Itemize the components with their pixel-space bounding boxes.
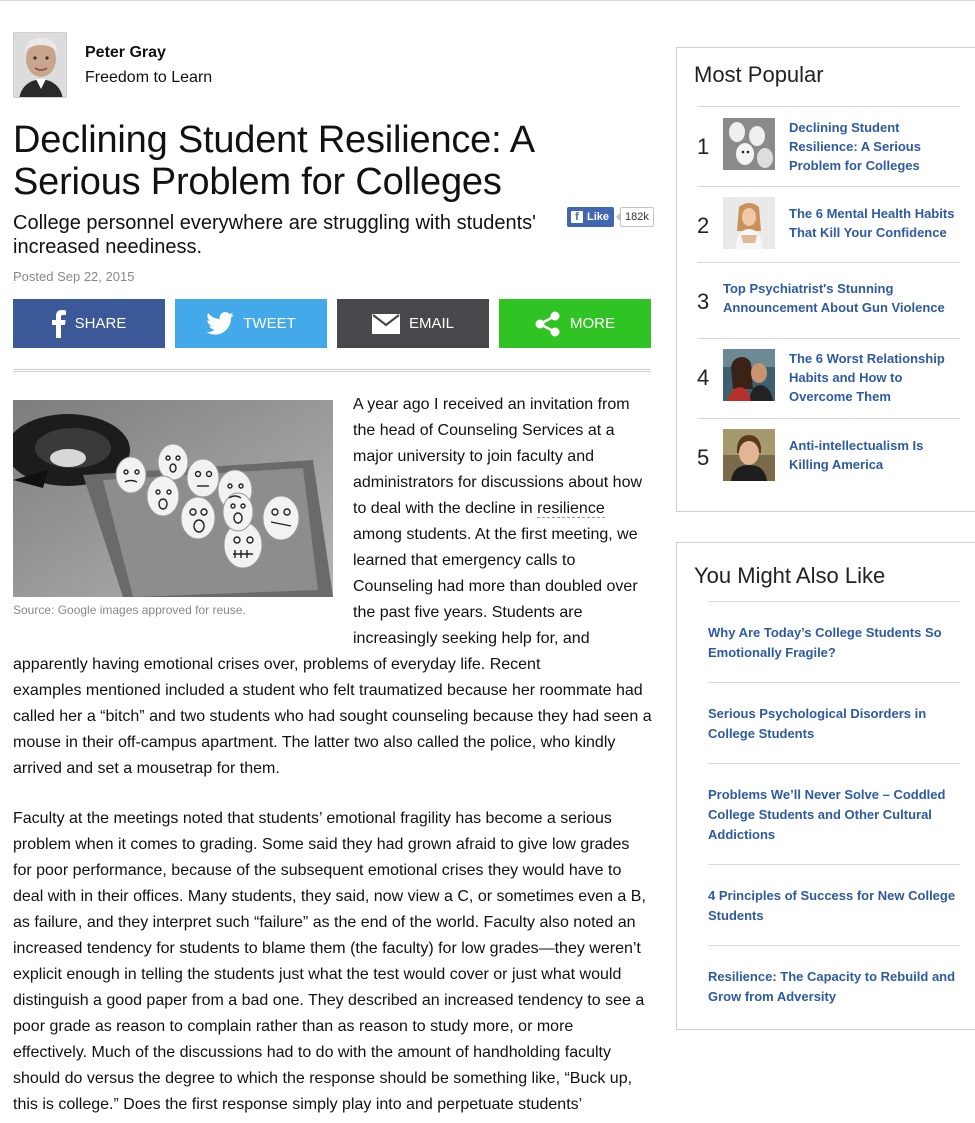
facebook-icon xyxy=(52,310,66,338)
article-title xyxy=(13,119,633,203)
text-line: increasingly seeking help for, and xyxy=(353,630,590,647)
tweet-label: TWEET xyxy=(243,315,296,332)
share-label: SHARE xyxy=(74,315,127,332)
resilience-link[interactable]: resilience xyxy=(537,500,605,517)
title-line: Serious Problem for Colleges xyxy=(13,161,502,203)
link-line: Problem for Colleges xyxy=(789,158,920,173)
link-line: Emotionally Fragile? xyxy=(708,645,836,660)
author-avatar[interactable] xyxy=(13,32,67,98)
link-line: Why Are Today’s College Students So xyxy=(708,625,942,640)
popular-item[interactable] xyxy=(697,106,960,186)
link-line: Serious Psychological Disorders in xyxy=(708,706,927,721)
popular-item[interactable] xyxy=(697,338,960,418)
author-name[interactable]: Peter Gray xyxy=(85,44,166,61)
popular-rank: 5 xyxy=(697,445,710,470)
also-like-link[interactable] xyxy=(708,886,955,926)
popular-link[interactable] xyxy=(789,349,945,406)
share-more-button[interactable] xyxy=(499,299,651,348)
link-line: College Students xyxy=(708,726,815,741)
text-line: Counseling had more than doubled over xyxy=(353,578,638,595)
section-divider xyxy=(13,369,651,372)
text-line: the past five years. Students are xyxy=(353,604,583,621)
link-line: Announcement About Gun Violence xyxy=(723,300,945,315)
also-like-item[interactable] xyxy=(708,763,960,864)
more-label: MORE xyxy=(570,315,615,332)
text-line: deal with in their offices. Many students, they said, now view a C, or sometimes even a B, xyxy=(13,888,646,905)
text-line: learned that emergency calls to xyxy=(353,552,576,569)
text-line: apparently having emotional crises over, problems of everyday life. Recent xyxy=(13,656,541,673)
share-twitter-button[interactable] xyxy=(175,299,327,348)
text-line: should do versus the degree to which the response should be something like, “Buck up, xyxy=(13,1070,633,1087)
text-line: A year ago I received an invitation from xyxy=(353,396,630,413)
facebook-like-widget xyxy=(567,207,654,227)
popular-rank: 4 xyxy=(697,365,710,390)
text-line: mouse in their off-campus apartment. The latter two also called the police, who kindly xyxy=(13,734,616,751)
also-like-link[interactable] xyxy=(708,967,955,1007)
you-might-also-like-box xyxy=(676,542,975,1030)
link-line: Declining Student xyxy=(789,120,900,135)
facebook-like-label: Like xyxy=(587,211,610,223)
also-like-link[interactable] xyxy=(708,785,945,845)
text-line: effectively. Much of the discussions had to do with the amount of handholding faculty xyxy=(13,1044,611,1061)
popular-link[interactable] xyxy=(789,118,921,175)
article-subtitle xyxy=(13,211,558,259)
facebook-like-count: 182k xyxy=(620,207,654,227)
also-like-link[interactable] xyxy=(708,623,942,663)
link-line: Anti-intellectualism Is xyxy=(789,438,924,453)
popular-thumbnail[interactable] xyxy=(723,349,775,401)
subtitle-line: increased neediness. xyxy=(13,236,203,258)
link-line: College Students and Other Cultural xyxy=(708,807,932,822)
link-line: Grow from Adversity xyxy=(708,989,837,1004)
text-line: the head of Counseling Services at a xyxy=(353,422,615,439)
title-line: Declining Student Resilience: A xyxy=(13,119,535,161)
text-line: this is college.” Does the first response simply play into and perpetuate students’ xyxy=(13,1096,583,1113)
subtitle-line: College personnel everywhere are struggling with students' xyxy=(13,212,536,234)
author-blog-name[interactable]: Freedom to Learn xyxy=(85,69,213,86)
text-line: examples mentioned included a student who felt traumatized because her roommate had xyxy=(13,682,643,699)
text-line: as failure, and they interpret such “failure” as the end of the world. Faculty also noted an xyxy=(13,914,636,931)
popular-link[interactable] xyxy=(789,436,923,474)
text-line: called her a “bitch” and two students who had sought counseling because they had seen a xyxy=(13,708,652,725)
posted-date: Posted Sep 22, 2015 xyxy=(13,269,135,284)
facebook-like-button[interactable] xyxy=(567,207,614,227)
text-line: major university to join faculty and xyxy=(353,448,594,465)
twitter-bird-icon xyxy=(206,312,234,335)
popular-rank: 1 xyxy=(697,134,710,159)
facebook-icon: f xyxy=(571,211,583,223)
text-segment: to deal with the decline in xyxy=(353,500,538,517)
link-line: The 6 Worst Relationship xyxy=(789,351,945,366)
link-line: Resilience: A Serious xyxy=(789,139,921,154)
also-like-item[interactable] xyxy=(708,864,960,945)
most-popular-title: Most Popular xyxy=(694,62,824,87)
link-line: That Kill Your Confidence xyxy=(789,225,947,240)
link-line: Killing America xyxy=(789,457,884,472)
also-like-item[interactable] xyxy=(708,601,960,682)
link-line: Resilience: The Capacity to Rebuild and xyxy=(708,969,956,984)
popular-thumbnail[interactable] xyxy=(723,197,775,249)
link-line: Overcome Them xyxy=(789,389,891,404)
share-facebook-button[interactable] xyxy=(13,299,165,348)
link-line: Habits and How to xyxy=(789,370,903,385)
text-line: increased tendency for students to blame them (the faculty) for low grades—they weren’t xyxy=(13,940,641,957)
link-line: 4 Principles of Success for New College xyxy=(708,888,956,903)
popular-thumbnail[interactable] xyxy=(723,429,775,481)
text-line: among students. At the first meeting, we xyxy=(353,526,638,543)
popular-link[interactable] xyxy=(723,279,945,317)
article-image-eggs xyxy=(13,400,333,597)
article-paragraph-1-wrapped xyxy=(353,392,642,652)
text-line: poor grade as reason to complain rather than as reason to study more, or more xyxy=(13,1018,574,1035)
text-line: for poor performance, because of the subsequent emotional crises they would have to xyxy=(13,862,622,879)
text-line: distinguish a good paper from a bad one. They described an increased tendency to see a xyxy=(13,992,645,1009)
link-line: Top Psychiatrist's Stunning xyxy=(723,281,894,296)
popular-item[interactable] xyxy=(697,186,960,262)
link-line: Problems We’ll Never Solve – Coddled xyxy=(708,787,946,802)
popular-rank: 2 xyxy=(697,213,710,238)
text-line: arrived and set a mousetrap for them. xyxy=(13,760,280,777)
share-email-button[interactable] xyxy=(337,299,489,348)
envelope-icon xyxy=(372,314,400,334)
also-like-title: You Might Also Like xyxy=(694,563,886,588)
also-like-list xyxy=(708,601,960,1029)
share-bar xyxy=(13,299,651,348)
link-line: Addictions xyxy=(708,827,776,842)
share-nodes-icon xyxy=(535,311,561,337)
also-like-item[interactable] xyxy=(708,682,960,763)
most-popular-list xyxy=(697,106,960,498)
email-label: EMAIL xyxy=(408,315,454,332)
popular-link[interactable] xyxy=(789,204,954,242)
also-like-link[interactable] xyxy=(708,704,926,744)
popular-item[interactable] xyxy=(697,418,960,498)
top-border xyxy=(0,0,975,1)
image-caption: Source: Google images approved for reuse. xyxy=(13,603,246,617)
text-line: Faculty at the meetings noted that students’ emotional fragility has become a serious xyxy=(13,810,612,827)
text-line: explicit enough in telling the students just what the test would cover or just what would xyxy=(13,966,622,983)
also-like-item[interactable] xyxy=(708,945,960,1029)
article-paragraph-1-continued xyxy=(13,652,652,782)
popular-rank: 3 xyxy=(697,289,710,314)
popular-thumbnail[interactable] xyxy=(723,118,775,170)
text-line: problem when it comes to grading. Some said they had grown afraid to give low grades xyxy=(13,836,630,853)
most-popular-box xyxy=(676,47,975,512)
link-line: The 6 Mental Health Habits xyxy=(789,206,955,221)
text-line: administrators for discussions about how xyxy=(353,474,643,491)
text-line xyxy=(353,496,642,522)
article-paragraph-2 xyxy=(13,806,646,1118)
link-line: Students xyxy=(708,908,764,923)
popular-item[interactable] xyxy=(697,262,960,338)
